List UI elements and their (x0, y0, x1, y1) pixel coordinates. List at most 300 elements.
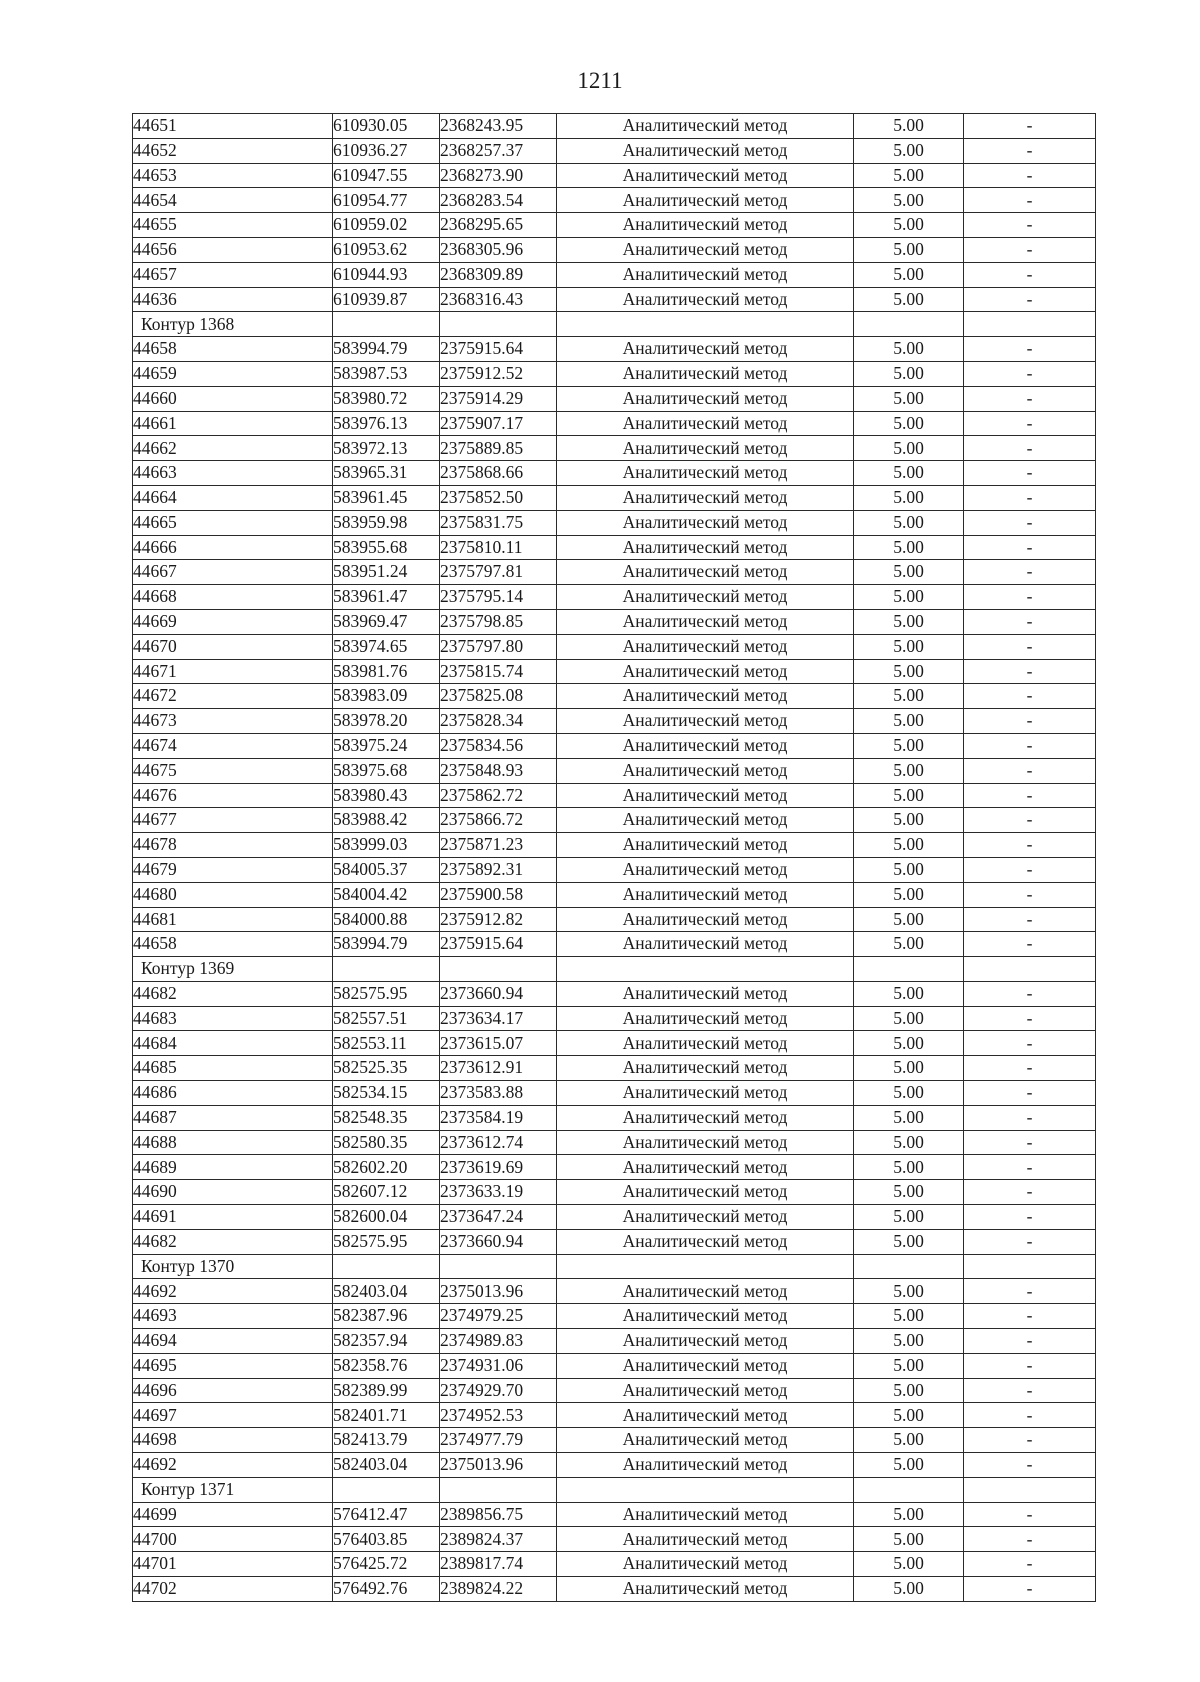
table-row (133, 1403, 1096, 1428)
y-coordinate-cell: 2374929.70 (440, 1378, 557, 1403)
method-cell: Аналитический метод (557, 213, 854, 238)
table-row (133, 436, 1096, 461)
table-row (133, 932, 1096, 957)
note-cell (964, 312, 1096, 337)
method-cell (557, 1477, 854, 1502)
y-coordinate-cell: 2375862.72 (440, 783, 557, 808)
note-cell: - (964, 237, 1096, 262)
point-id-cell: 44673 (133, 709, 333, 734)
point-id-cell: 44684 (133, 1031, 333, 1056)
method-cell: Аналитический метод (557, 1527, 854, 1552)
point-id-cell: 44681 (133, 907, 333, 932)
point-id-cell: 44653 (133, 163, 333, 188)
y-coordinate-cell (440, 957, 557, 982)
note-cell: - (964, 1329, 1096, 1354)
y-coordinate-cell: 2373633.19 (440, 1180, 557, 1205)
x-coordinate-cell: 584004.42 (333, 882, 440, 907)
y-coordinate-cell: 2373584.19 (440, 1105, 557, 1130)
point-id-cell: 44678 (133, 833, 333, 858)
x-coordinate-cell: 582357.94 (333, 1329, 440, 1354)
x-coordinate-cell: 583975.24 (333, 733, 440, 758)
y-coordinate-cell: 2375797.81 (440, 560, 557, 585)
table-row (133, 634, 1096, 659)
note-cell: - (964, 1403, 1096, 1428)
table-row (133, 163, 1096, 188)
method-cell: Аналитический метод (557, 1180, 854, 1205)
y-coordinate-cell: 2368273.90 (440, 163, 557, 188)
x-coordinate-cell: 583978.20 (333, 709, 440, 734)
table-row (133, 262, 1096, 287)
y-coordinate-cell: 2373612.91 (440, 1056, 557, 1081)
note-cell: - (964, 733, 1096, 758)
table-row (133, 609, 1096, 634)
point-id-cell: 44658 (133, 337, 333, 362)
x-coordinate-cell: 610959.02 (333, 213, 440, 238)
point-id-cell: 44666 (133, 535, 333, 560)
y-coordinate-cell: 2368257.37 (440, 138, 557, 163)
point-id-cell: 44668 (133, 585, 333, 610)
note-cell: - (964, 857, 1096, 882)
contour-label: Контур 1370 (133, 1254, 333, 1279)
contour-header-row (133, 1477, 1096, 1502)
table-row (133, 684, 1096, 709)
note-cell: - (964, 1105, 1096, 1130)
x-coordinate-cell: 583981.76 (333, 659, 440, 684)
x-coordinate-cell: 582548.35 (333, 1105, 440, 1130)
accuracy-cell: 5.00 (854, 361, 964, 386)
table-row (133, 709, 1096, 734)
y-coordinate-cell: 2375013.96 (440, 1453, 557, 1478)
method-cell: Аналитический метод (557, 808, 854, 833)
contour-label: Контур 1369 (133, 957, 333, 982)
note-cell: - (964, 1453, 1096, 1478)
accuracy-cell: 5.00 (854, 485, 964, 510)
method-cell: Аналитический метод (557, 163, 854, 188)
note-cell: - (964, 138, 1096, 163)
note-cell: - (964, 882, 1096, 907)
accuracy-cell: 5.00 (854, 758, 964, 783)
method-cell: Аналитический метод (557, 1304, 854, 1329)
table-row (133, 237, 1096, 262)
accuracy-cell: 5.00 (854, 535, 964, 560)
method-cell: Аналитический метод (557, 758, 854, 783)
contour-label: Контур 1371 (133, 1477, 333, 1502)
accuracy-cell: 5.00 (854, 188, 964, 213)
table-row (133, 188, 1096, 213)
note-cell: - (964, 114, 1096, 139)
x-coordinate-cell: 610954.77 (333, 188, 440, 213)
y-coordinate-cell: 2375912.82 (440, 907, 557, 932)
y-coordinate-cell: 2375810.11 (440, 535, 557, 560)
method-cell: Аналитический метод (557, 1105, 854, 1130)
table-row (133, 857, 1096, 882)
table-row (133, 981, 1096, 1006)
accuracy-cell: 5.00 (854, 436, 964, 461)
accuracy-cell: 5.00 (854, 138, 964, 163)
point-id-cell: 44674 (133, 733, 333, 758)
y-coordinate-cell: 2389824.22 (440, 1577, 557, 1602)
x-coordinate-cell: 583955.68 (333, 535, 440, 560)
accuracy-cell: 5.00 (854, 634, 964, 659)
y-coordinate-cell: 2389824.37 (440, 1527, 557, 1552)
accuracy-cell: 5.00 (854, 684, 964, 709)
point-id-cell: 44659 (133, 361, 333, 386)
method-cell: Аналитический метод (557, 560, 854, 585)
table-row (133, 1577, 1096, 1602)
accuracy-cell: 5.00 (854, 1378, 964, 1403)
note-cell: - (964, 808, 1096, 833)
y-coordinate-cell: 2375798.85 (440, 609, 557, 634)
accuracy-cell: 5.00 (854, 237, 964, 262)
accuracy-cell: 5.00 (854, 1105, 964, 1130)
y-coordinate-cell: 2375797.80 (440, 634, 557, 659)
table-row (133, 1056, 1096, 1081)
point-id-cell: 44657 (133, 262, 333, 287)
point-id-cell: 44679 (133, 857, 333, 882)
accuracy-cell: 5.00 (854, 1304, 964, 1329)
table-row (133, 659, 1096, 684)
note-cell: - (964, 1180, 1096, 1205)
accuracy-cell: 5.00 (854, 659, 964, 684)
table-row (133, 1031, 1096, 1056)
x-coordinate-cell: 582580.35 (333, 1130, 440, 1155)
x-coordinate-cell: 582389.99 (333, 1378, 440, 1403)
method-cell: Аналитический метод (557, 882, 854, 907)
accuracy-cell (854, 312, 964, 337)
note-cell: - (964, 560, 1096, 585)
table-row (133, 1205, 1096, 1230)
y-coordinate-cell: 2373583.88 (440, 1081, 557, 1106)
note-cell: - (964, 1081, 1096, 1106)
y-coordinate-cell: 2373612.74 (440, 1130, 557, 1155)
accuracy-cell: 5.00 (854, 1130, 964, 1155)
y-coordinate-cell: 2373634.17 (440, 1006, 557, 1031)
y-coordinate-cell: 2375868.66 (440, 461, 557, 486)
method-cell (557, 312, 854, 337)
table-row (133, 287, 1096, 312)
accuracy-cell: 5.00 (854, 1502, 964, 1527)
y-coordinate-cell: 2375834.56 (440, 733, 557, 758)
note-cell: - (964, 634, 1096, 659)
y-coordinate-cell: 2375892.31 (440, 857, 557, 882)
x-coordinate-cell: 583994.79 (333, 932, 440, 957)
x-coordinate-cell: 582575.95 (333, 1229, 440, 1254)
method-cell: Аналитический метод (557, 709, 854, 734)
method-cell: Аналитический метод (557, 684, 854, 709)
point-id-cell: 44690 (133, 1180, 333, 1205)
point-id-cell: 44683 (133, 1006, 333, 1031)
y-coordinate-cell: 2374977.79 (440, 1428, 557, 1453)
y-coordinate-cell: 2373660.94 (440, 1229, 557, 1254)
method-cell: Аналитический метод (557, 510, 854, 535)
accuracy-cell: 5.00 (854, 585, 964, 610)
y-coordinate-cell: 2375900.58 (440, 882, 557, 907)
accuracy-cell (854, 1477, 964, 1502)
method-cell: Аналитический метод (557, 411, 854, 436)
x-coordinate-cell: 582387.96 (333, 1304, 440, 1329)
x-coordinate-cell: 582575.95 (333, 981, 440, 1006)
point-id-cell: 44696 (133, 1378, 333, 1403)
x-coordinate-cell: 582600.04 (333, 1205, 440, 1230)
note-cell: - (964, 1304, 1096, 1329)
method-cell: Аналитический метод (557, 262, 854, 287)
y-coordinate-cell (440, 312, 557, 337)
x-coordinate-cell: 583961.47 (333, 585, 440, 610)
y-coordinate-cell: 2375915.64 (440, 337, 557, 362)
point-id-cell: 44656 (133, 237, 333, 262)
coordinates-table-body (133, 114, 1096, 1602)
method-cell: Аналитический метод (557, 114, 854, 139)
accuracy-cell: 5.00 (854, 1577, 964, 1602)
table-row (133, 1229, 1096, 1254)
point-id-cell: 44688 (133, 1130, 333, 1155)
y-coordinate-cell: 2375889.85 (440, 436, 557, 461)
y-coordinate-cell: 2368283.54 (440, 188, 557, 213)
method-cell: Аналитический метод (557, 1031, 854, 1056)
accuracy-cell: 5.00 (854, 808, 964, 833)
accuracy-cell: 5.00 (854, 981, 964, 1006)
method-cell: Аналитический метод (557, 436, 854, 461)
table-row (133, 1552, 1096, 1577)
note-cell: - (964, 1279, 1096, 1304)
method-cell: Аналитический метод (557, 361, 854, 386)
point-id-cell: 44652 (133, 138, 333, 163)
x-coordinate-cell: 582525.35 (333, 1056, 440, 1081)
table-row (133, 1527, 1096, 1552)
contour-header-row (133, 312, 1096, 337)
note-cell: - (964, 510, 1096, 535)
method-cell: Аналитический метод (557, 857, 854, 882)
note-cell: - (964, 485, 1096, 510)
method-cell: Аналитический метод (557, 1353, 854, 1378)
y-coordinate-cell: 2368243.95 (440, 114, 557, 139)
table-row (133, 386, 1096, 411)
contour-header-row (133, 1254, 1096, 1279)
x-coordinate-cell (333, 312, 440, 337)
point-id-cell: 44694 (133, 1329, 333, 1354)
table-row (133, 1155, 1096, 1180)
accuracy-cell: 5.00 (854, 1329, 964, 1354)
table-row (133, 758, 1096, 783)
accuracy-cell: 5.00 (854, 1279, 964, 1304)
x-coordinate-cell: 576403.85 (333, 1527, 440, 1552)
method-cell: Аналитический метод (557, 337, 854, 362)
accuracy-cell: 5.00 (854, 783, 964, 808)
y-coordinate-cell: 2374952.53 (440, 1403, 557, 1428)
x-coordinate-cell: 576425.72 (333, 1552, 440, 1577)
x-coordinate-cell: 583994.79 (333, 337, 440, 362)
y-coordinate-cell: 2368295.65 (440, 213, 557, 238)
method-cell: Аналитический метод (557, 386, 854, 411)
x-coordinate-cell: 583959.98 (333, 510, 440, 535)
accuracy-cell: 5.00 (854, 932, 964, 957)
table-row (133, 1180, 1096, 1205)
y-coordinate-cell: 2389856.75 (440, 1502, 557, 1527)
point-id-cell: 44636 (133, 287, 333, 312)
point-id-cell: 44658 (133, 932, 333, 957)
x-coordinate-cell: 584000.88 (333, 907, 440, 932)
point-id-cell: 44685 (133, 1056, 333, 1081)
accuracy-cell: 5.00 (854, 733, 964, 758)
point-id-cell: 44677 (133, 808, 333, 833)
method-cell: Аналитический метод (557, 833, 854, 858)
method-cell: Аналитический метод (557, 659, 854, 684)
accuracy-cell (854, 957, 964, 982)
y-coordinate-cell: 2374979.25 (440, 1304, 557, 1329)
note-cell: - (964, 386, 1096, 411)
x-coordinate-cell: 582607.12 (333, 1180, 440, 1205)
x-coordinate-cell: 583999.03 (333, 833, 440, 858)
y-coordinate-cell: 2375852.50 (440, 485, 557, 510)
note-cell: - (964, 287, 1096, 312)
note-cell: - (964, 684, 1096, 709)
y-coordinate-cell: 2373647.24 (440, 1205, 557, 1230)
point-id-cell: 44654 (133, 188, 333, 213)
x-coordinate-cell (333, 1254, 440, 1279)
x-coordinate-cell: 582557.51 (333, 1006, 440, 1031)
table-row (133, 114, 1096, 139)
note-cell: - (964, 535, 1096, 560)
note-cell: - (964, 262, 1096, 287)
accuracy-cell: 5.00 (854, 1031, 964, 1056)
note-cell: - (964, 337, 1096, 362)
accuracy-cell: 5.00 (854, 1205, 964, 1230)
point-id-cell: 44667 (133, 560, 333, 585)
accuracy-cell: 5.00 (854, 1081, 964, 1106)
table-row (133, 1105, 1096, 1130)
x-coordinate-cell: 576492.76 (333, 1577, 440, 1602)
note-cell: - (964, 1155, 1096, 1180)
y-coordinate-cell: 2375815.74 (440, 659, 557, 684)
point-id-cell: 44665 (133, 510, 333, 535)
contour-label: Контур 1368 (133, 312, 333, 337)
note-cell (964, 1254, 1096, 1279)
table-row (133, 907, 1096, 932)
table-row (133, 411, 1096, 436)
method-cell: Аналитический метод (557, 1081, 854, 1106)
y-coordinate-cell (440, 1254, 557, 1279)
accuracy-cell: 5.00 (854, 907, 964, 932)
y-coordinate-cell: 2375825.08 (440, 684, 557, 709)
point-id-cell: 44655 (133, 213, 333, 238)
accuracy-cell: 5.00 (854, 609, 964, 634)
accuracy-cell: 5.00 (854, 337, 964, 362)
accuracy-cell: 5.00 (854, 709, 964, 734)
table-row (133, 808, 1096, 833)
x-coordinate-cell: 583961.45 (333, 485, 440, 510)
point-id-cell: 44680 (133, 882, 333, 907)
point-id-cell: 44662 (133, 436, 333, 461)
table-row (133, 1428, 1096, 1453)
y-coordinate-cell: 2375828.34 (440, 709, 557, 734)
method-cell: Аналитический метод (557, 1453, 854, 1478)
point-id-cell: 44682 (133, 981, 333, 1006)
y-coordinate-cell: 2374931.06 (440, 1353, 557, 1378)
x-coordinate-cell: 610947.55 (333, 163, 440, 188)
page-number: 1211 (577, 68, 623, 93)
note-cell: - (964, 1031, 1096, 1056)
y-coordinate-cell: 2374989.83 (440, 1329, 557, 1354)
method-cell: Аналитический метод (557, 1229, 854, 1254)
x-coordinate-cell: 583980.43 (333, 783, 440, 808)
table-row (133, 560, 1096, 585)
accuracy-cell: 5.00 (854, 833, 964, 858)
note-cell: - (964, 1353, 1096, 1378)
method-cell: Аналитический метод (557, 981, 854, 1006)
note-cell: - (964, 213, 1096, 238)
x-coordinate-cell: 576412.47 (333, 1502, 440, 1527)
note-cell: - (964, 609, 1096, 634)
y-coordinate-cell: 2368309.89 (440, 262, 557, 287)
method-cell: Аналитический метод (557, 1279, 854, 1304)
point-id-cell: 44695 (133, 1353, 333, 1378)
x-coordinate-cell: 582401.71 (333, 1403, 440, 1428)
method-cell: Аналитический метод (557, 1155, 854, 1180)
y-coordinate-cell: 2375013.96 (440, 1279, 557, 1304)
method-cell: Аналитический метод (557, 1130, 854, 1155)
point-id-cell: 44660 (133, 386, 333, 411)
point-id-cell: 44676 (133, 783, 333, 808)
point-id-cell: 44692 (133, 1453, 333, 1478)
x-coordinate-cell: 582403.04 (333, 1453, 440, 1478)
point-id-cell: 44702 (133, 1577, 333, 1602)
accuracy-cell: 5.00 (854, 1453, 964, 1478)
x-coordinate-cell: 610939.87 (333, 287, 440, 312)
note-cell (964, 1477, 1096, 1502)
table-row (133, 1329, 1096, 1354)
note-cell: - (964, 1056, 1096, 1081)
x-coordinate-cell: 582403.04 (333, 1279, 440, 1304)
accuracy-cell: 5.00 (854, 1056, 964, 1081)
y-coordinate-cell: 2389817.74 (440, 1552, 557, 1577)
note-cell: - (964, 709, 1096, 734)
table-row (133, 138, 1096, 163)
y-coordinate-cell: 2368316.43 (440, 287, 557, 312)
y-coordinate-cell: 2375914.29 (440, 386, 557, 411)
x-coordinate-cell: 583972.13 (333, 436, 440, 461)
table-row (133, 733, 1096, 758)
x-coordinate-cell: 583969.47 (333, 609, 440, 634)
method-cell: Аналитический метод (557, 1006, 854, 1031)
accuracy-cell: 5.00 (854, 1552, 964, 1577)
note-cell: - (964, 411, 1096, 436)
y-coordinate-cell: 2375915.64 (440, 932, 557, 957)
x-coordinate-cell: 584005.37 (333, 857, 440, 882)
method-cell: Аналитический метод (557, 634, 854, 659)
note-cell: - (964, 659, 1096, 684)
accuracy-cell: 5.00 (854, 1155, 964, 1180)
table-row (133, 535, 1096, 560)
point-id-cell: 44682 (133, 1229, 333, 1254)
point-id-cell: 44699 (133, 1502, 333, 1527)
note-cell: - (964, 932, 1096, 957)
note-cell: - (964, 1428, 1096, 1453)
x-coordinate-cell: 583951.24 (333, 560, 440, 585)
table-row (133, 882, 1096, 907)
y-coordinate-cell: 2375848.93 (440, 758, 557, 783)
accuracy-cell: 5.00 (854, 510, 964, 535)
accuracy-cell: 5.00 (854, 1353, 964, 1378)
point-id-cell: 44670 (133, 634, 333, 659)
x-coordinate-cell (333, 957, 440, 982)
method-cell: Аналитический метод (557, 485, 854, 510)
note-cell: - (964, 1229, 1096, 1254)
note-cell: - (964, 1527, 1096, 1552)
coordinates-table (132, 113, 1096, 1602)
method-cell: Аналитический метод (557, 1378, 854, 1403)
method-cell: Аналитический метод (557, 1329, 854, 1354)
point-id-cell: 44691 (133, 1205, 333, 1230)
